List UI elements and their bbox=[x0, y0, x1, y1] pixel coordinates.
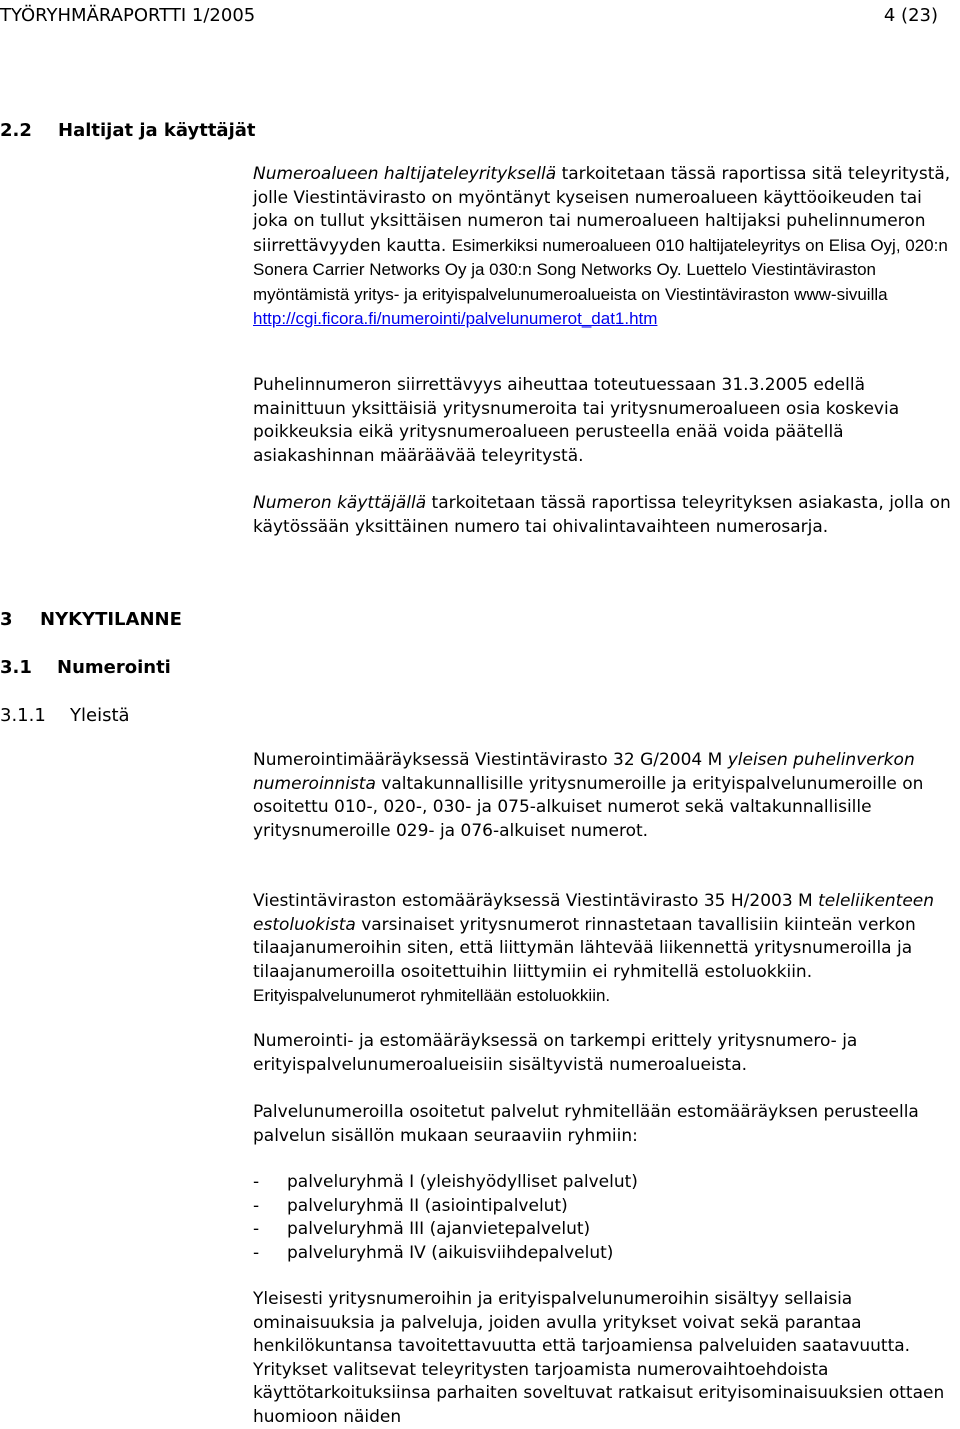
service-group-list bbox=[253, 1171, 959, 1265]
paragraph-text: Palvelunumeroilla osoitetut palvelut ryhmitellään estomääräyksen perusteella palvelun sisällön mukaan seuraaviin ryhmiin: bbox=[253, 1102, 919, 1146]
regulation-title: yleisen puhelinverkon numeroinnista bbox=[253, 750, 915, 794]
list-item-label: palveluryhmä II (asiointipalvelut) bbox=[287, 1195, 568, 1216]
paragraph-barring-regulation bbox=[253, 890, 959, 1009]
heading-number: 2.2 bbox=[0, 120, 32, 141]
paragraph-text: Esimerkiksi numeroalueen 010 haltijateleyritys on Elisa Oyj, 020:n Sonera Carrier Networks Oy ja 030:n Song Networks Oy. bbox=[253, 235, 948, 279]
paragraph-holders bbox=[253, 163, 959, 332]
heading-2-2 bbox=[0, 118, 256, 144]
paragraph-text: Yleisesti yritysnumeroihin ja erityispalvelunumeroihin sisältyy sellaisia ominaisuuksia ja palveluja, joiden avulla yritykset voivat sekä parantaa henkilökuntansa tavoitettavuutta että tarjoamiensa palveluiden saatavuutta. Yritykset valitsevat teleyritysten tarjoamista numerovaihtoehdoista käyttötarkoituksiinsa parhaiten soveltuvat ratkaisut erityisominaisuuksien ottaen huomioon näiden bbox=[253, 1289, 945, 1427]
heading-number: 3.1.1 bbox=[0, 705, 46, 726]
paragraph-general bbox=[253, 1288, 959, 1429]
paragraph-users bbox=[253, 492, 959, 539]
list-item bbox=[253, 1218, 959, 1242]
list-item-label: palveluryhmä I (yleishyödylliset palvelut) bbox=[287, 1172, 638, 1192]
paragraph-text: tarkoitetaan tässä raportissa teleyrityksen asiakasta, jolla on käytössään yksittäinen numero tai ohivalintavaihteen numerosarja. bbox=[253, 493, 951, 537]
paragraph-text: Viestintäviraston estomääräyksessä Viestintävirasto 35 H/2003 M bbox=[253, 891, 819, 911]
list-dash: - bbox=[253, 1219, 260, 1239]
paragraph-text: varsinaiset yritysnumerot rinnastetaan tavallisiin kiinteän verkon tilaajanumeroihin siten, että liittymän lähtevää liikennettä yritysnumeroilla ja tilaajanumeroilla osoitettuihin liittymiin ei ryhmitellä estoluokkiin. bbox=[253, 914, 916, 982]
heading-title: Yleistä bbox=[70, 705, 130, 726]
list-dash: - bbox=[253, 1242, 260, 1263]
regulation-title: teleliikenteen estoluokista bbox=[253, 891, 935, 935]
paragraph-numbering-regulation bbox=[253, 749, 959, 843]
paragraph-text: Erityispalvelunumerot ryhmitellään estoluokkiin. bbox=[253, 986, 611, 1005]
page-number: 4 (23) bbox=[883, 5, 938, 26]
term-numeroalueen-haltijateleyritys: Numeroalueen haltijateleyrityksellä bbox=[253, 164, 557, 184]
term-numeron-kayttaja: Numeron käyttäjällä bbox=[253, 493, 427, 513]
paragraph-text: Numerointi- ja estomääräyksessä on tarkempi erittely yritysnumero- ja erityispalvelunumeroalueisiin sisältyvistä numeroalueista. bbox=[253, 1031, 858, 1075]
list-dash: - bbox=[253, 1172, 260, 1192]
ficora-link[interactable]: http://cgi.ficora.fi/numerointi/palvelunumerot_dat1.htm bbox=[253, 309, 658, 328]
paragraph-text: Luettelo Viestintäviraston myöntämistä yritys- ja erityispalvelunumeroalueista on Viestintäviraston www-sivuilla bbox=[253, 260, 888, 304]
paragraph-text: Puhelinnumeron siirrettävyys aiheuttaa toteutuessaan 31.3.2005 edellä mainittuun yksittäisiä yritysnumeroita tai yritysnumeroalueen osia koskevia poikkeuksia eikä yritysnumeroalueen perusteella enää voida päätellä asiakashinnan määräävää teleyritystä. bbox=[253, 375, 900, 466]
list-item bbox=[253, 1171, 959, 1195]
heading-title: Numerointi bbox=[57, 657, 171, 678]
report-title: TYÖRYHMÄRAPORTTI 1/2005 bbox=[0, 5, 256, 26]
list-item-label: palveluryhmä IV (aikuisviihdepalvelut) bbox=[287, 1242, 614, 1263]
heading-3 bbox=[0, 607, 182, 633]
paragraph-portability bbox=[253, 374, 959, 468]
heading-3-1-1 bbox=[0, 703, 130, 729]
paragraph-text: Numerointimääräyksessä Viestintävirasto 32 G/2004 M bbox=[253, 750, 728, 770]
paragraph-groups-intro bbox=[253, 1101, 959, 1148]
heading-number: 3 bbox=[0, 609, 13, 630]
list-item-label: palveluryhmä III (ajanvietepalvelut) bbox=[287, 1219, 591, 1239]
heading-title: Haltijat ja käyttäjät bbox=[58, 120, 256, 141]
paragraph-text: valtakunnallisille yritysnumeroille ja erityispalvelunumeroille on osoitettu 010-, 020-, 030- ja 075-alkuiset numerot sekä valtakunnallisille yritysnumeroille 029- ja 076-alkuiset numerot. bbox=[253, 773, 924, 841]
paragraph-detail bbox=[253, 1030, 959, 1077]
page-header bbox=[0, 4, 960, 28]
list-item bbox=[253, 1242, 959, 1266]
heading-number: 3.1 bbox=[0, 657, 32, 678]
heading-3-1 bbox=[0, 655, 171, 681]
list-item bbox=[253, 1195, 959, 1219]
list-dash: - bbox=[253, 1195, 260, 1216]
paragraph-text: tarkoitetaan tässä raportissa sitä teleyritystä, jolle Viestintävirasto on myöntänyt kyseisen numeroalueen käyttöoikeuden tai joka on tullut yksittäisen numeron tai numeroalueen haltijaksi puhelinnumeron siirrettävyyden kautta. bbox=[253, 164, 951, 256]
heading-title: NYKYTILANNE bbox=[40, 609, 182, 630]
